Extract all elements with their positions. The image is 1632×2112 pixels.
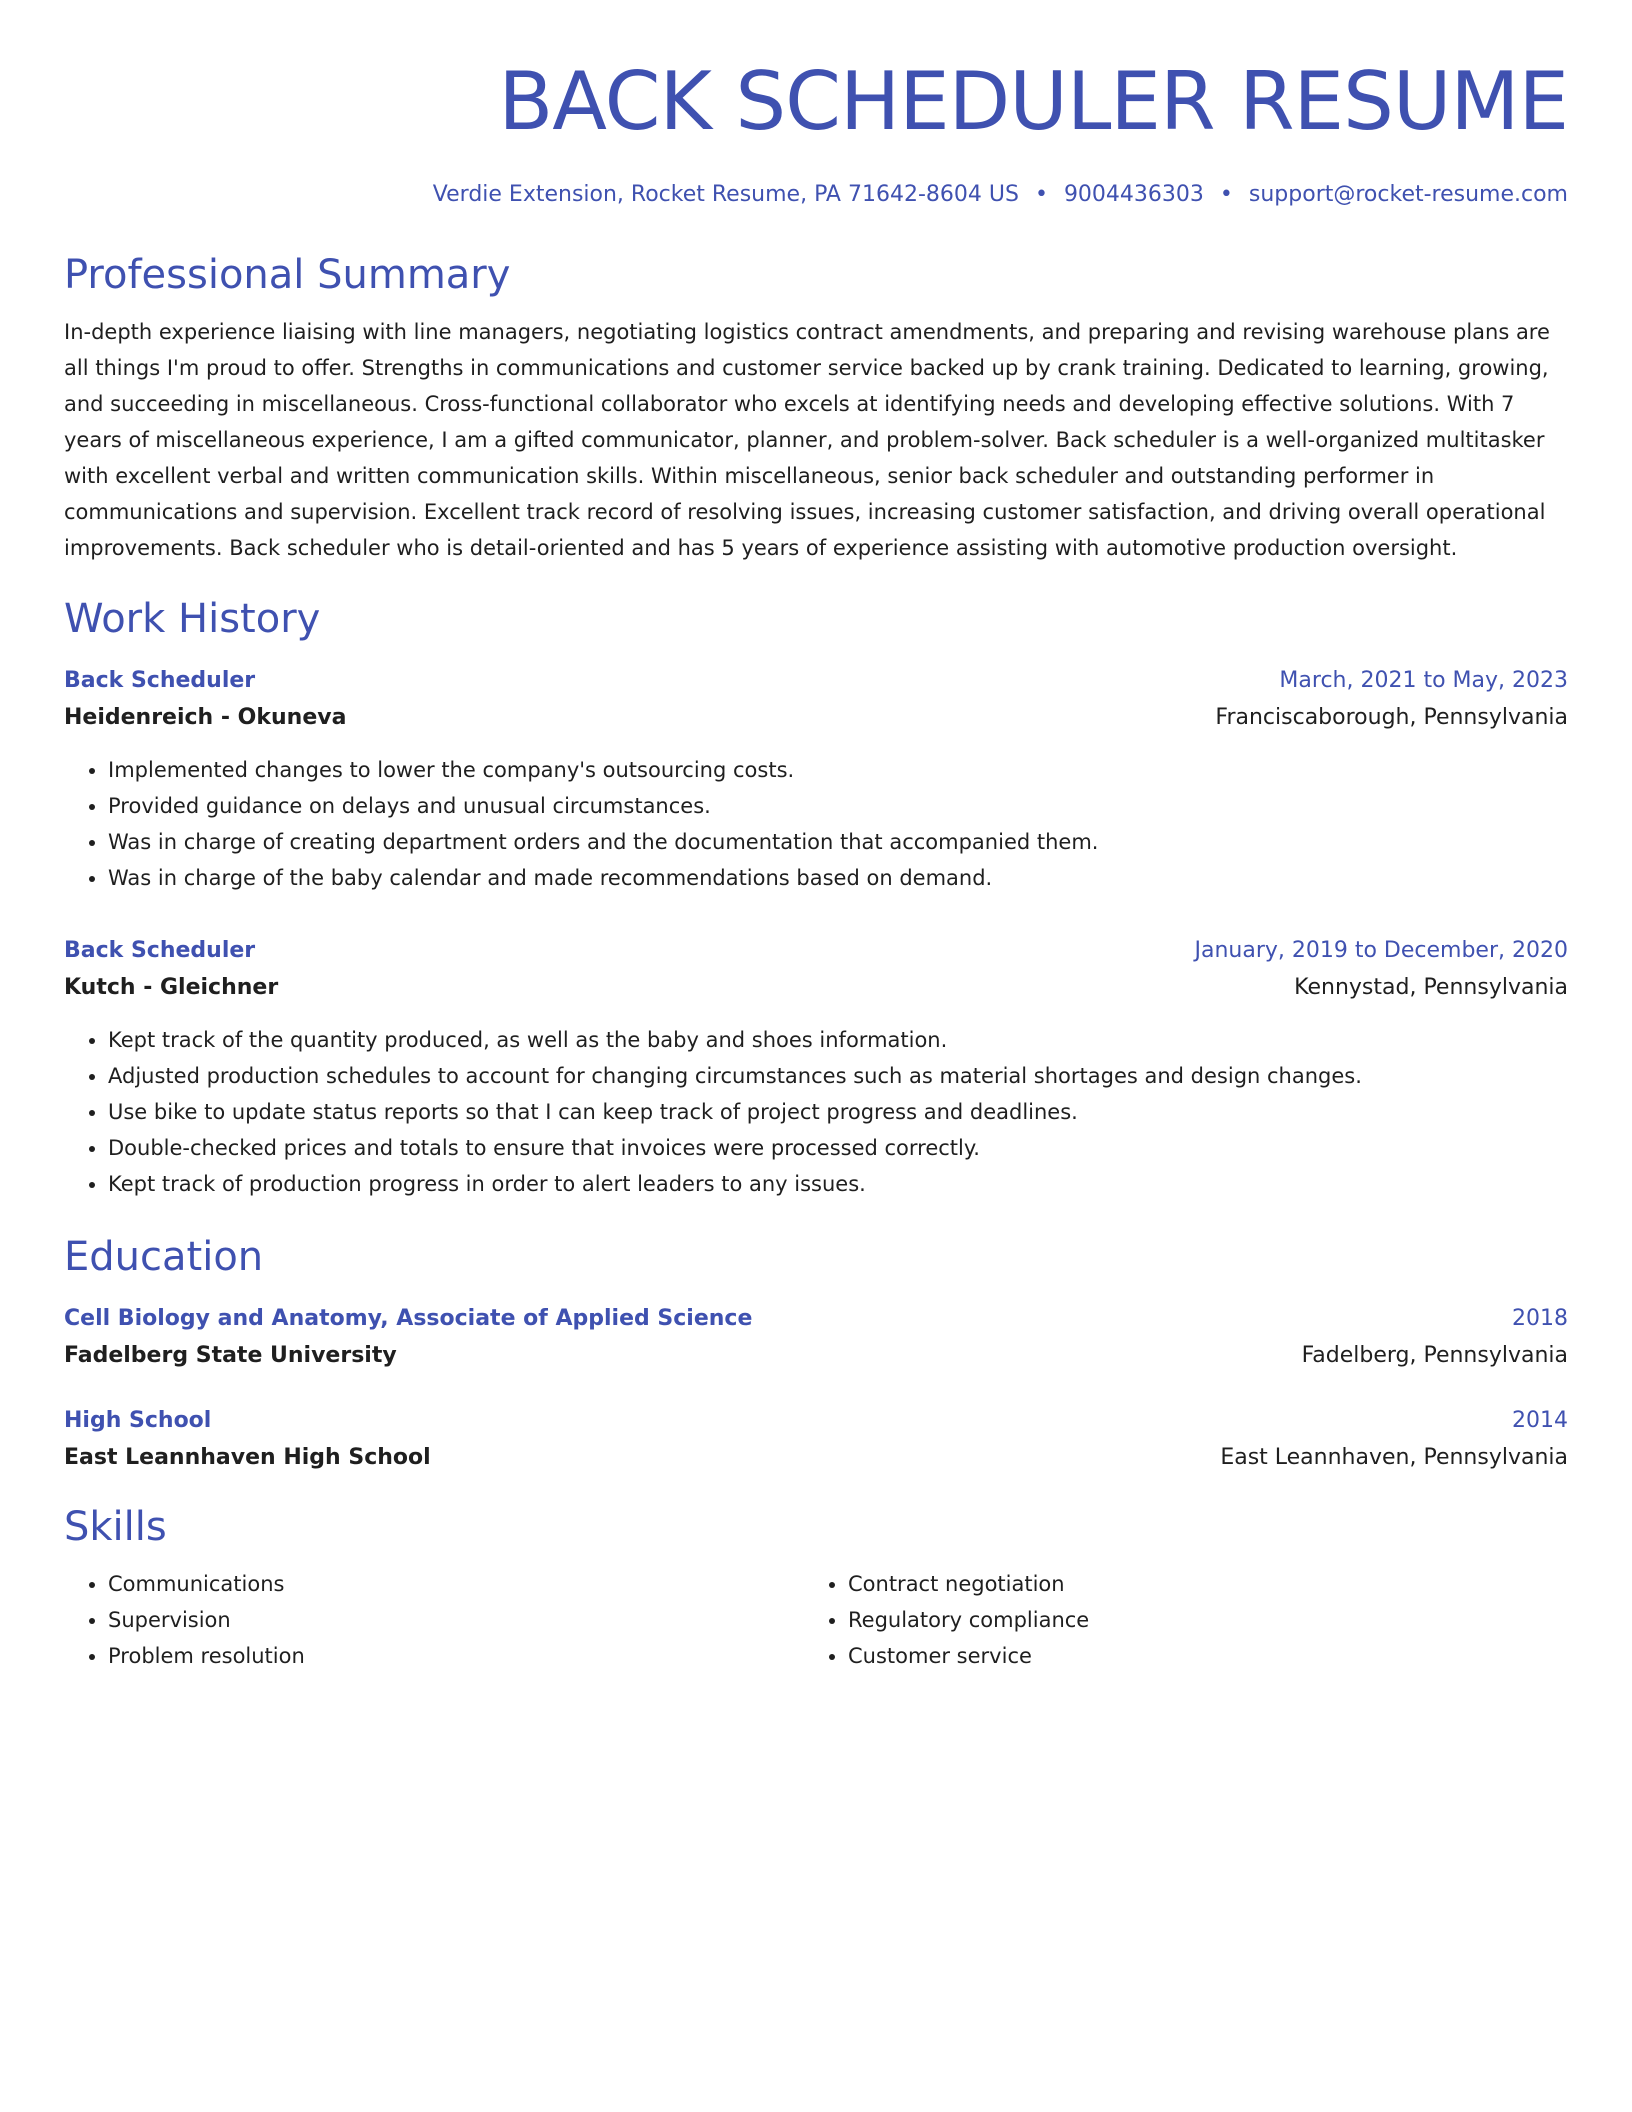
job-entry <box>64 664 1568 896</box>
education-entry <box>64 1302 1568 1376</box>
resume-title: BACK SCHEDULER RESUME <box>498 55 1568 148</box>
contact-separator: • <box>1034 182 1048 207</box>
graduation-year: 2014 <box>1512 1408 1568 1433</box>
job-location: Franciscaborough, Pennsylvania <box>1215 705 1568 730</box>
job-bullet: • Kept track of production progress in order to alert leaders to any issues. <box>108 1166 1568 1202</box>
email-link[interactable]: support@rocket-resume.com <box>1248 182 1568 207</box>
job-dates: January, 2019 to December, 2020 <box>1194 938 1568 963</box>
school-location: East Leannhaven, Pennsylvania <box>1220 1445 1568 1470</box>
education-heading: Education <box>64 1234 264 1280</box>
job-title: Back Scheduler <box>64 668 256 693</box>
job-bullet: • Adjusted production schedules to account for changing circumstances such as material shortages and design changes. <box>108 1058 1568 1094</box>
work-history-heading: Work History <box>64 596 321 642</box>
school-name: East Leannhaven High School <box>64 1445 431 1470</box>
job-bullets <box>64 752 1568 896</box>
skill-item: • Supervision <box>108 1602 804 1638</box>
skill-item: • Communications <box>108 1566 804 1602</box>
skills-heading: Skills <box>64 1504 167 1550</box>
summary-heading: Professional Summary <box>64 252 511 298</box>
job-bullet: • Kept track of the quantity produced, as well as the baby and shoes information. <box>108 1022 1568 1058</box>
education-entry <box>64 1404 1568 1478</box>
job-bullet: • Was in charge of the baby calendar and made recommendations based on demand. <box>108 860 1568 896</box>
skill-item: • Customer service <box>848 1638 1544 1674</box>
job-bullet: • Use bike to update status reports so that I can keep track of project progress and deadlines. <box>108 1094 1568 1130</box>
school-name: Fadelberg State University <box>64 1343 397 1368</box>
employer-name: Kutch - Gleichner <box>64 975 279 1000</box>
job-bullet: • Was in charge of creating department orders and the documentation that accompanied them. <box>108 824 1568 860</box>
employer-name: Heidenreich - Okuneva <box>64 705 347 730</box>
graduation-year: 2018 <box>1512 1306 1568 1331</box>
job-bullet: • Implemented changes to lower the company's outsourcing costs. <box>108 752 1568 788</box>
contact-separator: • <box>1219 182 1233 207</box>
skill-item: • Problem resolution <box>108 1638 804 1674</box>
job-bullets <box>64 1022 1568 1202</box>
skills-grid <box>64 1566 1568 1674</box>
skills-column-right <box>804 1566 1544 1674</box>
job-title: Back Scheduler <box>64 938 256 963</box>
degree: High School <box>64 1408 212 1433</box>
job-bullet: • Provided guidance on delays and unusual circumstances. <box>108 788 1568 824</box>
summary-text: In-depth experience liaising with line managers, negotiating logistics contract amendments, and preparing and revising warehouse plans are all things I'm proud to offer. Strengths in communications and customer service backed up by crank training. Dedicated to learning, growing, and succeeding in miscellaneous. Cross-functional collaborator who excels at identifying needs and developing effective solutions. With 7 years of miscellaneous experience, I am a gifted communicator, planner, and problem-solver. Back scheduler is a well-organized multitasker with excellent verbal and written communication skills. Within miscellaneous, senior back scheduler and outstanding performer in communications and supervision. Excellent track record of resolving issues, increasing customer satisfaction, and driving overall operational improvements. Back scheduler who is detail-oriented and has 5 years of experience assisting with automotive production oversight. <box>64 320 1550 560</box>
skill-item: • Contract negotiation <box>848 1566 1544 1602</box>
address: Verdie Extension, Rocket Resume, PA 71642-8604 US <box>432 182 1019 207</box>
phone: 9004436303 <box>1063 182 1204 207</box>
job-dates: March, 2021 to May, 2023 <box>1279 668 1568 693</box>
skill-item: • Regulatory compliance <box>848 1602 1544 1638</box>
job-location: Kennystad, Pennsylvania <box>1294 975 1568 1000</box>
contact-line <box>64 180 1568 210</box>
job-entry <box>64 934 1568 1202</box>
skills-column-left <box>64 1566 804 1674</box>
degree: Cell Biology and Anatomy, Associate of Applied Science <box>64 1306 753 1331</box>
school-location: Fadelberg, Pennsylvania <box>1301 1343 1568 1368</box>
job-bullet: • Double-checked prices and totals to ensure that invoices were processed correctly. <box>108 1130 1568 1166</box>
